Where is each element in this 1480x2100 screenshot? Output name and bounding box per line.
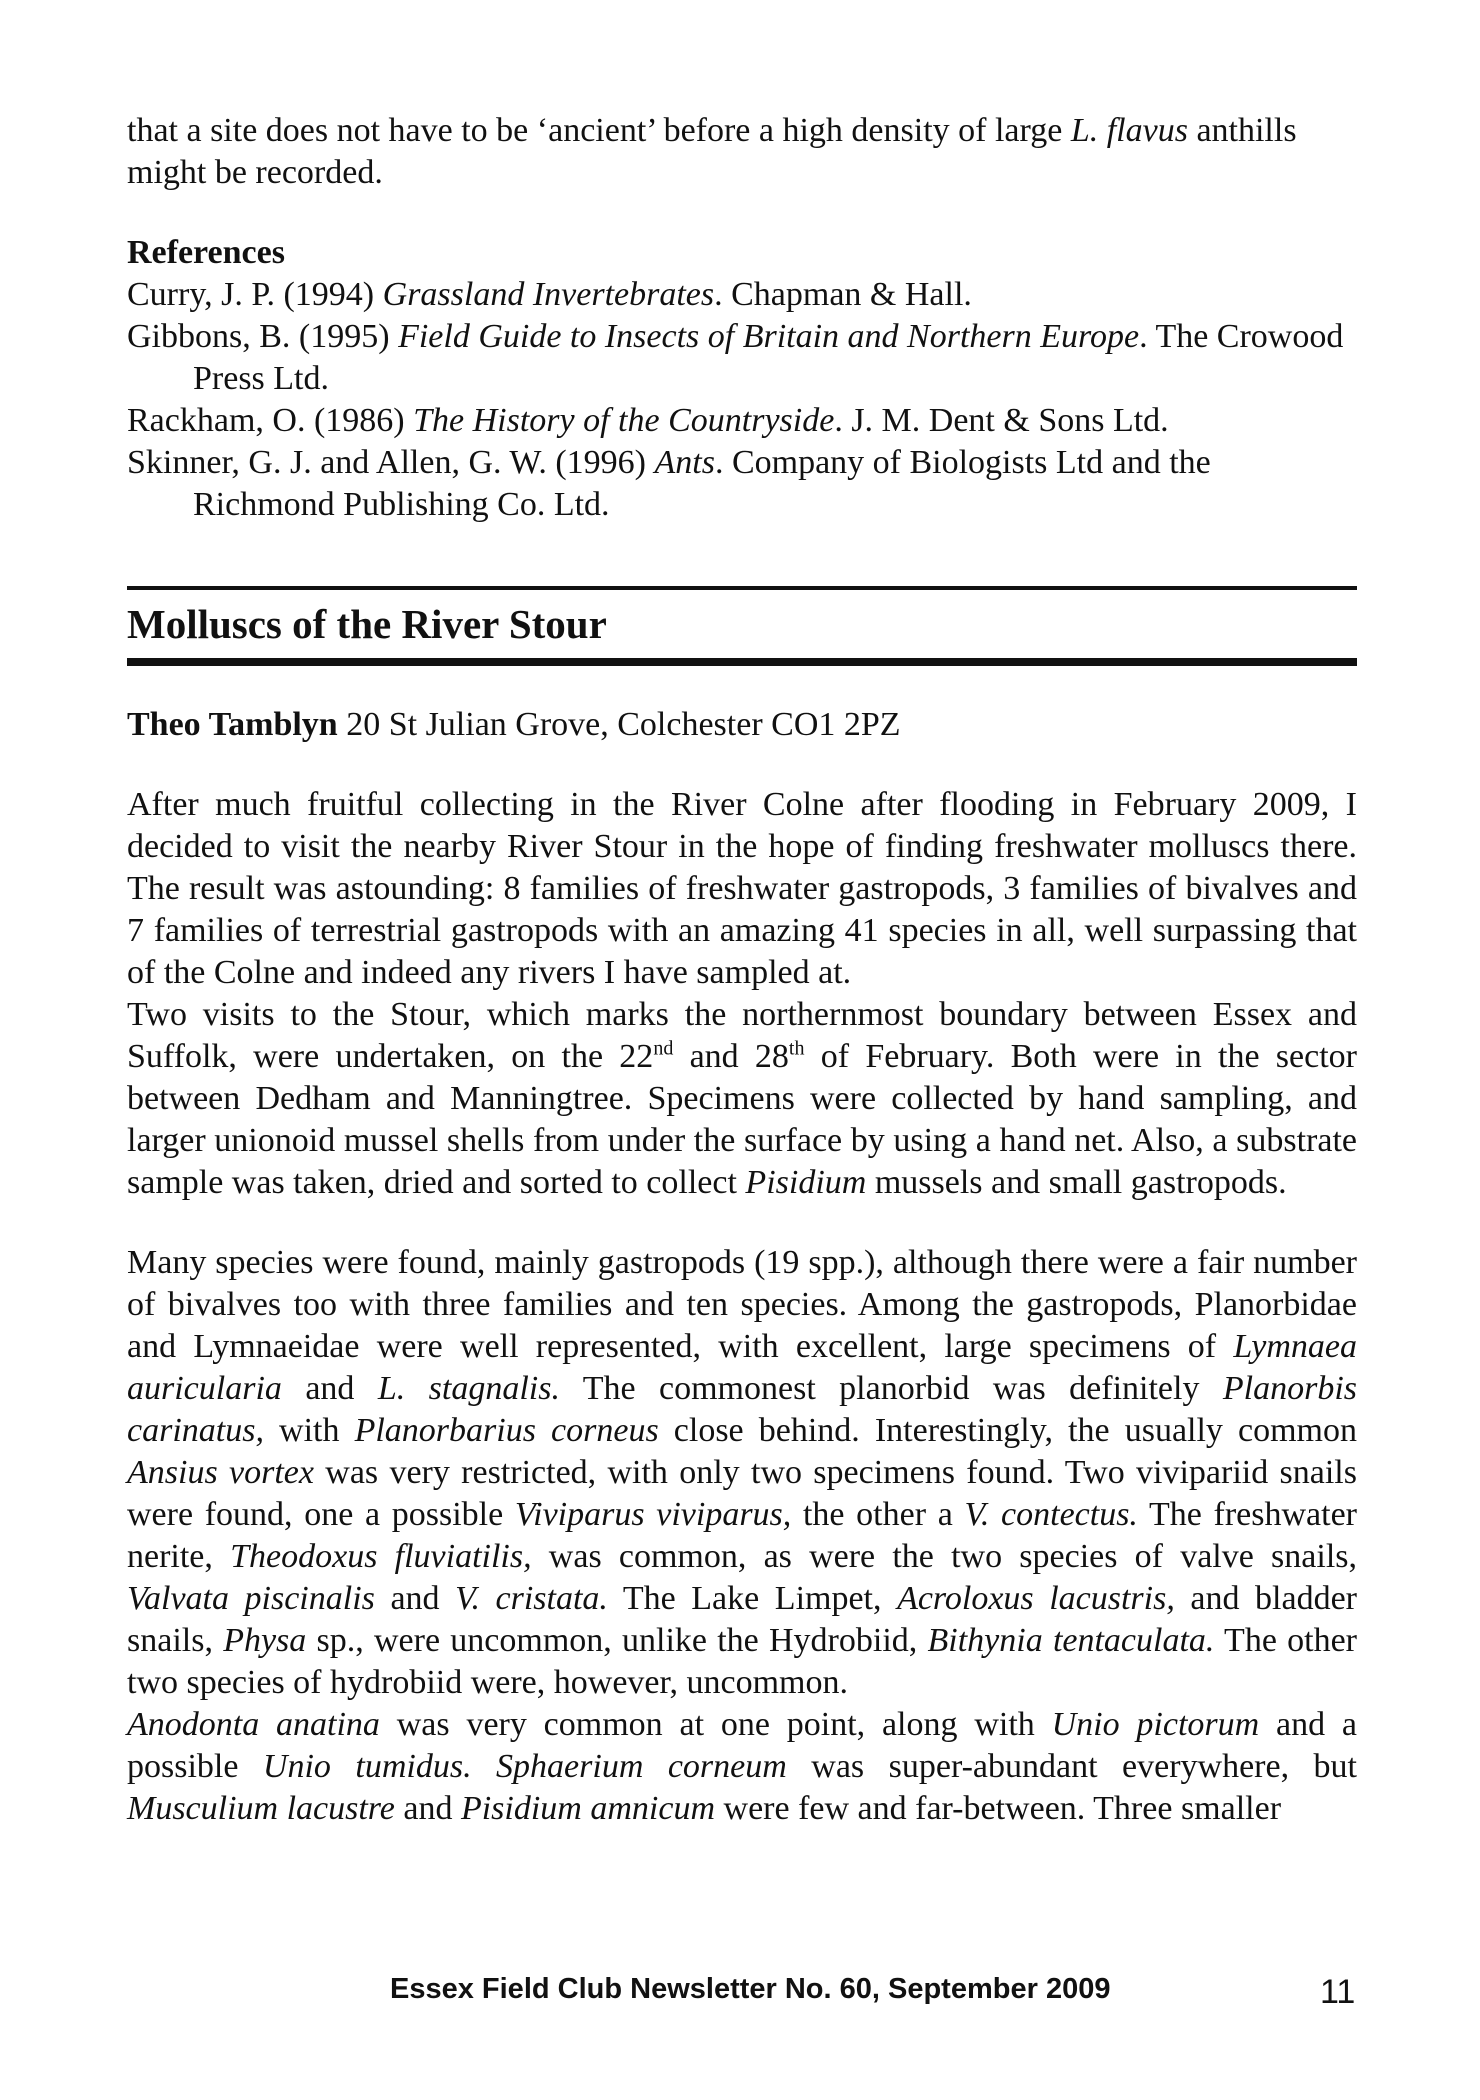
intro-text: anthills might be recorded. xyxy=(127,112,1297,191)
text-run: and bladder snails, xyxy=(127,1580,1357,1659)
species-name: Sphaerium corneum xyxy=(496,1748,787,1785)
newsletter-title: Essex Field Club Newsletter No. 60, September 2009 xyxy=(390,1973,1111,2005)
body-paragraph-4 xyxy=(127,1704,1357,1830)
text-run: and 28 xyxy=(673,1038,789,1075)
body-paragraph-3 xyxy=(127,1242,1357,1704)
text-run: Two visits to the Stour, which marks the northernmost boundary between Essex and Suffolk, were undertaken, on the 22 xyxy=(127,996,1357,1075)
reference-item xyxy=(127,442,1357,526)
text-run: of February. Both were in the sector between Dedham and Manningtree. Specimens were collected by hand sampling, and larger unionoid mussel shells from under the surface by using a hand net. Also, a substrate sample was taken, dried and sorted to collect xyxy=(127,1038,1357,1201)
body-paragraph-1: After much fruitful collecting in the River Colne after flooding in February 2009, I decided to visit the nearby River Stour in the hope of finding freshwater molluscs there. The result was astounding: 8 families of freshwater gastropods, 3 families of bivalves and 7 families of terrestrial gastropods with an amazing 41 species in all, well surpassing that of the Colne and indeed any rivers I have sampled at. xyxy=(127,786,1357,991)
text-run: and xyxy=(281,1370,378,1407)
text-run: sp., were uncommon, unlike the Hydrobiid, xyxy=(306,1622,928,1659)
text-run: mussels and small gastropods. xyxy=(866,1164,1287,1201)
reference-publisher: . The Crowood Press Ltd. xyxy=(193,318,1344,397)
text-run: close behind. Interestingly, the usually common xyxy=(658,1412,1357,1449)
species-name: Viviparus viviparus, xyxy=(514,1496,792,1533)
species-name: Musculium lacustre xyxy=(127,1790,395,1827)
author-line xyxy=(127,704,1357,746)
reference-authors: Curry, J. P. (1994) xyxy=(127,276,383,313)
reference-publisher: . J. M. Dent & Sons Ltd. xyxy=(834,402,1169,439)
text-run: was very common at one point, along with xyxy=(379,1706,1052,1743)
intro-paragraph xyxy=(127,110,1357,194)
text-run: The other two species of hydrobiid were, however, uncommon. xyxy=(127,1622,1358,1701)
page-content xyxy=(127,110,1357,1830)
ordinal-suffix: th xyxy=(788,1037,805,1060)
references-heading: References xyxy=(127,234,285,271)
section-top-rule xyxy=(127,586,1357,590)
reference-authors: Skinner, G. J. and Allen, G. W. (1996) xyxy=(127,444,655,481)
body-paragraph-2 xyxy=(127,994,1357,1204)
species-name: V. contectus. xyxy=(964,1496,1138,1533)
species-name: Anodonta anatina xyxy=(127,1706,380,1743)
reference-title: The History of the Countryside xyxy=(413,402,835,439)
species-name: Valvata piscinalis xyxy=(127,1580,375,1617)
species-name: Theodoxus fluviatilis, xyxy=(230,1538,532,1575)
species-name: Ansius vortex xyxy=(127,1454,314,1491)
text-run: were few and far-between. Three smaller xyxy=(715,1790,1282,1827)
text-run: was very restricted, with only two specimens found. Two vivipariid snails were found, one a possible xyxy=(127,1454,1357,1533)
species-name: Pisidium xyxy=(745,1164,867,1201)
text-run: and xyxy=(374,1580,456,1617)
reference-title: Field Guide to Insects of Britain and Northern Europe xyxy=(398,318,1140,355)
reference-item xyxy=(127,274,1357,316)
reference-item xyxy=(127,316,1357,400)
text-run: Many species were found, mainly gastropods (19 spp.), although there were a fair number of bivalves too with three families and ten species. Among the gastropods, Planorbidae and Lymnaeidae were well represented, with excellent, large specimens of xyxy=(127,1244,1357,1365)
reference-title: Ants xyxy=(654,444,715,481)
species-name: Bithynia tentaculata. xyxy=(927,1622,1215,1659)
text-run: The freshwater nerite, xyxy=(127,1496,1357,1575)
intro-text: that a site does not have to be ‘ancient’ before a high density of large xyxy=(127,112,1071,149)
species-name: Unio tumidus. xyxy=(262,1748,472,1785)
text-run: with xyxy=(263,1412,355,1449)
text-run: the other a xyxy=(791,1496,965,1533)
reference-publisher: . Company of Biologists Ltd and the Richmond Publishing Co. Ltd. xyxy=(193,444,1211,523)
text-run xyxy=(472,1748,496,1785)
text-run: was common, as were the two species of valve snails, xyxy=(531,1538,1357,1575)
species-name: Planorbarius corneus xyxy=(354,1412,659,1449)
reference-authors: Gibbons, B. (1995) xyxy=(127,318,399,355)
author-name: Theo Tamblyn xyxy=(127,706,338,743)
species-name: L. stagnalis. xyxy=(377,1370,560,1407)
ordinal-suffix: nd xyxy=(653,1037,674,1060)
text-run: and xyxy=(394,1790,461,1827)
species-name: Unio pictorum xyxy=(1051,1706,1260,1743)
species-name: L. flavus xyxy=(1070,112,1188,149)
species-name: Physa xyxy=(223,1622,307,1659)
species-name: Planorbis carinatus, xyxy=(127,1370,1358,1449)
reference-authors: Rackham, O. (1986) xyxy=(127,402,414,439)
author-address: 20 St Julian Grove, Colchester CO1 2PZ xyxy=(337,706,901,743)
text-run: The Lake Limpet, xyxy=(607,1580,898,1617)
reference-item xyxy=(127,400,1357,442)
section-title: Molluscs of the River Stour xyxy=(127,601,607,647)
text-run: and a possible xyxy=(127,1706,1358,1785)
species-name: V. cristata. xyxy=(455,1580,608,1617)
species-name: Acroloxus lacustris, xyxy=(897,1580,1175,1617)
page-number: 11 xyxy=(1320,1973,1356,2011)
reference-title: Grassland Invertebrates xyxy=(382,276,715,313)
section-bottom-rule xyxy=(127,658,1357,666)
reference-publisher: . Chapman & Hall. xyxy=(714,276,972,313)
text-run: The commonest planorbid was definitely xyxy=(559,1370,1223,1407)
text-run: was super-abundant everywhere, but xyxy=(786,1748,1357,1785)
species-name: Lymnaea auricularia xyxy=(127,1328,1357,1407)
species-name: Pisidium amnicum xyxy=(460,1790,716,1827)
